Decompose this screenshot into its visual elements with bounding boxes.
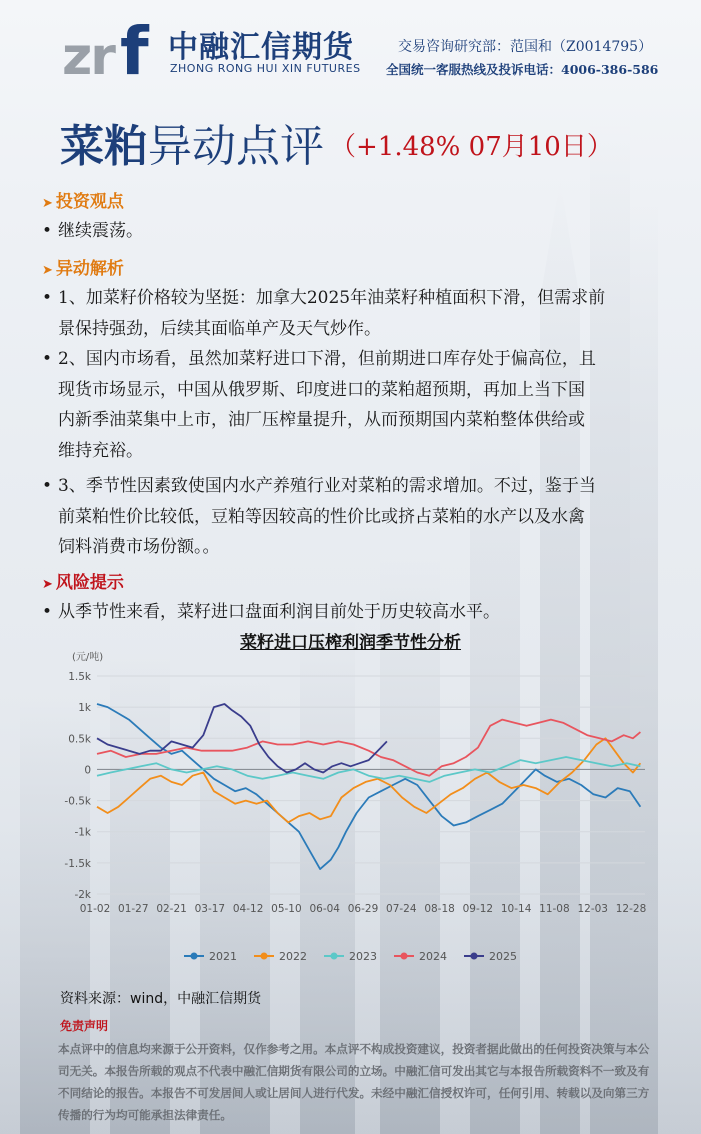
legend-label-2024: 2024 — [419, 950, 447, 963]
x-tick-label: 07-24 — [386, 903, 417, 915]
analysis-item-1: • 1、加菜籽价格较为坚挺：加拿大2025年油菜籽种植面积下滑，但需求前 景保持强劲，后续其面临单产及天气炒作。 — [42, 288, 606, 339]
list-item: • 从季节性来看，菜籽进口盘面利润目前处于历史较高水平。 — [42, 602, 500, 622]
y-tick-label: -1.5k — [64, 857, 91, 870]
y-tick-label: -0.5k — [64, 795, 91, 808]
x-tick-label: 03-17 — [194, 903, 226, 915]
x-tick-label: 02-21 — [156, 903, 187, 915]
legend-label-2021: 2021 — [209, 950, 237, 963]
svg-text:f: f — [120, 14, 149, 80]
view-list — [42, 216, 652, 247]
y-axis-label: (元/吨) — [72, 652, 104, 663]
legend-marker-2024 — [401, 953, 408, 960]
x-tick-label: 01-27 — [118, 903, 149, 915]
x-tick-label: 06-04 — [309, 903, 340, 915]
title-subtitle: 异动点评 — [148, 121, 324, 172]
report-title — [60, 110, 613, 174]
y-tick-label: 1.5k — [68, 671, 91, 683]
legend-marker-2025 — [471, 953, 478, 960]
svg-text:zr: zr — [62, 27, 114, 80]
series-line-2021 — [97, 704, 640, 869]
legend-marker-2021 — [191, 953, 198, 960]
arrow-icon: ➤ — [42, 196, 53, 211]
legend-marker-2022 — [261, 953, 268, 960]
research-contact: 交易咨询研究部：范国和（Z0014795） — [398, 39, 653, 55]
legend-label-2025: 2025 — [489, 950, 517, 963]
legend-label-2022: 2022 — [279, 950, 307, 963]
section-heading-view: ➤ 投资观点 — [42, 192, 124, 212]
legend-marker-2023 — [331, 953, 338, 960]
x-tick-label: 12-28 — [615, 903, 647, 915]
section-heading-analysis: ➤ 异动解析 — [42, 259, 124, 279]
x-tick-label: 11-08 — [539, 903, 570, 915]
x-tick-label: 08-18 — [424, 903, 455, 915]
x-tick-label: 12-03 — [577, 903, 608, 915]
legend-label-2023: 2023 — [349, 950, 377, 963]
x-tick-label: 10-14 — [500, 903, 532, 915]
y-tick-label: 0.5k — [68, 733, 91, 746]
analysis-item-2: • 2、国内市场看，虽然加菜籽进口下滑，但前期进口库存处于偏高位，且 现货市场显示，中国从俄罗斯、印度进口的菜粕超预期，再加上当下国 内新季油菜集中上市，油厂压榨量提升，从而预期国内菜粕整体供给或 维持充裕。 — [42, 349, 596, 461]
hotline-contact: 全国统一客服热线及投诉电话：4006-386-586 — [386, 62, 659, 77]
list-item: • 继续震荡。 — [42, 221, 143, 241]
section-heading-risk: ➤ 风险提示 — [42, 573, 124, 593]
y-tick-label: 1k — [78, 702, 91, 715]
y-tick-label: 0 — [84, 764, 91, 777]
analysis-item-3: • 3、季节性因素致使国内水产养殖行业对菜粕的需求增加。不过，鉴于当 前菜粕性价比较低，豆粕等因较高的性价比或挤占菜粕的水产以及水禽 饲料消费市场份额。。 — [42, 476, 596, 557]
disclaimer-heading: 免责声明 — [60, 1019, 109, 1033]
y-tick-label: -2k — [74, 889, 91, 901]
arrow-icon: ➤ — [42, 263, 53, 278]
x-tick-label: 06-29 — [347, 903, 379, 915]
x-tick-label: 05-10 — [271, 903, 302, 915]
data-source: 资料来源：wind，中融汇信期货 — [60, 991, 262, 1007]
y-tick-label: -1k — [74, 826, 91, 839]
title-product: 菜粕 — [60, 121, 148, 172]
logo-company-name-en: ZHONG RONG HUI XIN FUTURES — [170, 62, 361, 75]
seasonal-profit-chart — [60, 644, 660, 974]
chart-title: 菜籽进口压榨利润季节性分析 — [240, 633, 461, 653]
company-logo-icon — [60, 14, 160, 80]
x-tick-label: 01-02 — [79, 903, 111, 915]
disclaimer-text: 本点评中的信息均来源于公开资料，仅作参考之用。本点评不构成投资建议，投资者据此做出的任何投资决策与本公司无关。本报告所载的观点不代表中融汇信期货有限公司的立场。中融汇信可发出其它与本报告所载资料不一致及有不同结论的报告。本报告不可发居间人或让居间人进行代发。未经中融汇信授权许可，任何引用、转载以及向第三方传播的行为均可能承担法律责任。 — [58, 1042, 650, 1122]
x-tick-label: 04-12 — [232, 903, 264, 915]
series-line-2024 — [97, 720, 640, 776]
arrow-icon: ➤ — [42, 577, 53, 592]
x-tick-label: 09-12 — [462, 903, 494, 915]
risk-list — [42, 597, 652, 628]
logo-company-name-cn: 中融汇信期货 — [168, 30, 354, 65]
title-change: （+1.48% 07月10日） — [330, 132, 613, 162]
